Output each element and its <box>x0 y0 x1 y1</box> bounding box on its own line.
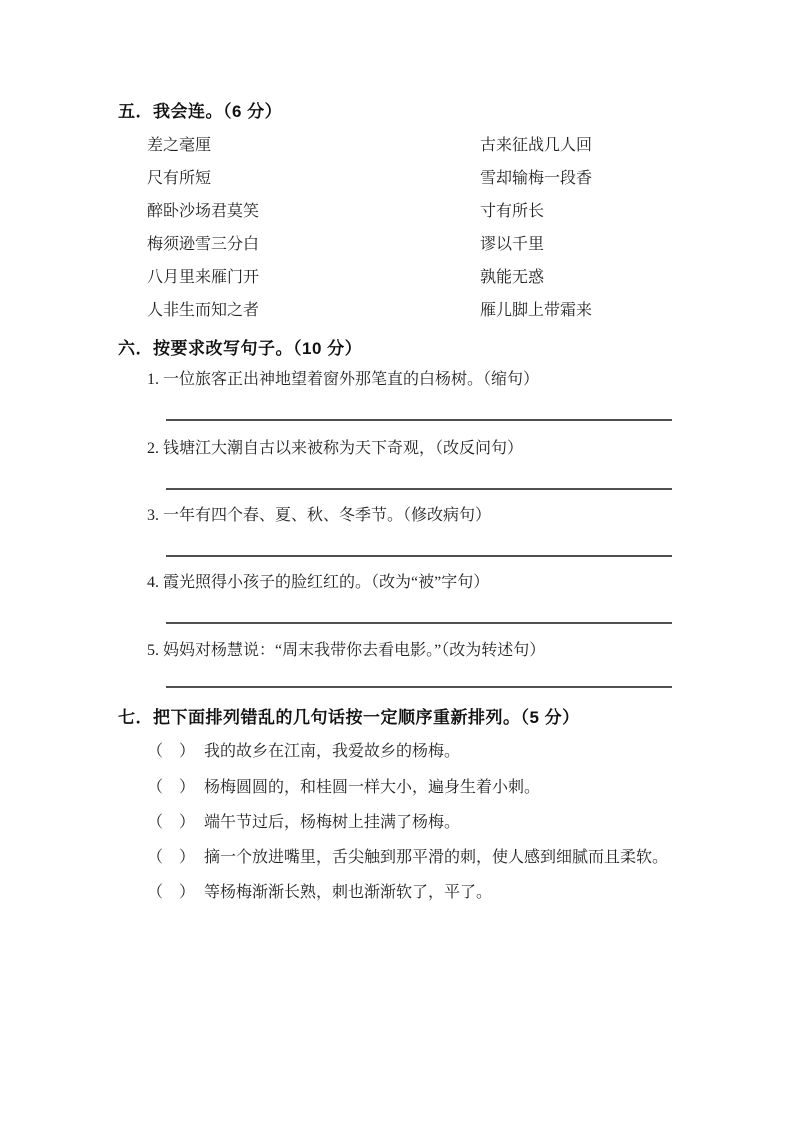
match-left-item: 八月里来雁门开 <box>147 269 260 286</box>
sequence-text: 我的故乡在江南，我爱故乡的杨梅。 <box>204 743 461 760</box>
order-item <box>147 847 668 868</box>
sequence-bracket: （ ） <box>147 884 196 901</box>
match-row <box>0 135 793 157</box>
sequence-text: 等杨梅渐渐长熟，刺也渐渐软了，平了。 <box>204 884 493 901</box>
sequence-text: 杨梅圆圆的，和桂圆一样大小，遍身生着小刺。 <box>204 779 541 796</box>
match-left-item: 人非生而知之者 <box>147 302 260 319</box>
order-item <box>147 812 460 833</box>
answer-blank-1 <box>166 419 672 421</box>
order-item <box>147 777 540 798</box>
match-row <box>0 168 793 190</box>
question-4: 4. 霞光照得小孩子的脸红红的。（改为“被”字句） <box>147 574 490 591</box>
answer-blank-2 <box>166 488 672 490</box>
match-right-item: 孰能无惑 <box>480 269 545 286</box>
section-seven-heading: 七．把下面排列错乱的几句话按一定顺序重新排列。（5 分） <box>118 708 580 727</box>
match-row <box>0 234 793 256</box>
answer-blank-5 <box>166 686 672 688</box>
question-3: 3. 一年有四个春、夏、秋、冬季节。（修改病句） <box>147 507 492 524</box>
sequence-text: 摘一个放进嘴里，舌尖触到那平滑的刺，使人感到细腻而且柔软。 <box>204 849 669 866</box>
sequence-bracket: （ ） <box>147 849 196 866</box>
answer-blank-4 <box>166 622 672 624</box>
question-5: 5. 妈妈对杨慧说：“周末我带你去看电影。”（改为转述句） <box>147 642 546 659</box>
match-row <box>0 267 793 289</box>
sequence-bracket: （ ） <box>147 743 196 760</box>
section-six-heading: 六．按要求改写句子。（10 分） <box>118 339 363 358</box>
section-five-heading: 五．我会连。（6 分） <box>118 102 283 121</box>
sequence-text: 端午节过后，杨梅树上挂满了杨梅。 <box>204 814 461 831</box>
sequence-bracket: （ ） <box>147 779 196 796</box>
match-right-item: 寸有所长 <box>480 203 545 220</box>
match-row <box>0 201 793 223</box>
match-left-item: 差之毫厘 <box>147 137 212 154</box>
order-item <box>147 741 460 762</box>
match-right-item: 雁儿脚上带霜来 <box>480 302 593 319</box>
sequence-bracket: （ ） <box>147 814 196 831</box>
match-right-item: 雪却输梅一段香 <box>480 170 593 187</box>
match-left-item: 尺有所短 <box>147 170 212 187</box>
match-row <box>0 300 793 322</box>
question-2: 2. 钱塘江大潮自古以来被称为天下奇观，（改反问句） <box>147 440 524 457</box>
order-item <box>147 882 492 903</box>
match-left-item: 梅须逊雪三分白 <box>147 236 260 253</box>
match-left-item: 醉卧沙场君莫笑 <box>147 203 260 220</box>
match-right-item: 谬以千里 <box>480 236 545 253</box>
match-right-item: 古来征战几人回 <box>480 137 593 154</box>
question-1: 1. 一位旅客正出神地望着窗外那笔直的白杨树。（缩句） <box>147 371 540 388</box>
answer-blank-3 <box>166 555 672 557</box>
